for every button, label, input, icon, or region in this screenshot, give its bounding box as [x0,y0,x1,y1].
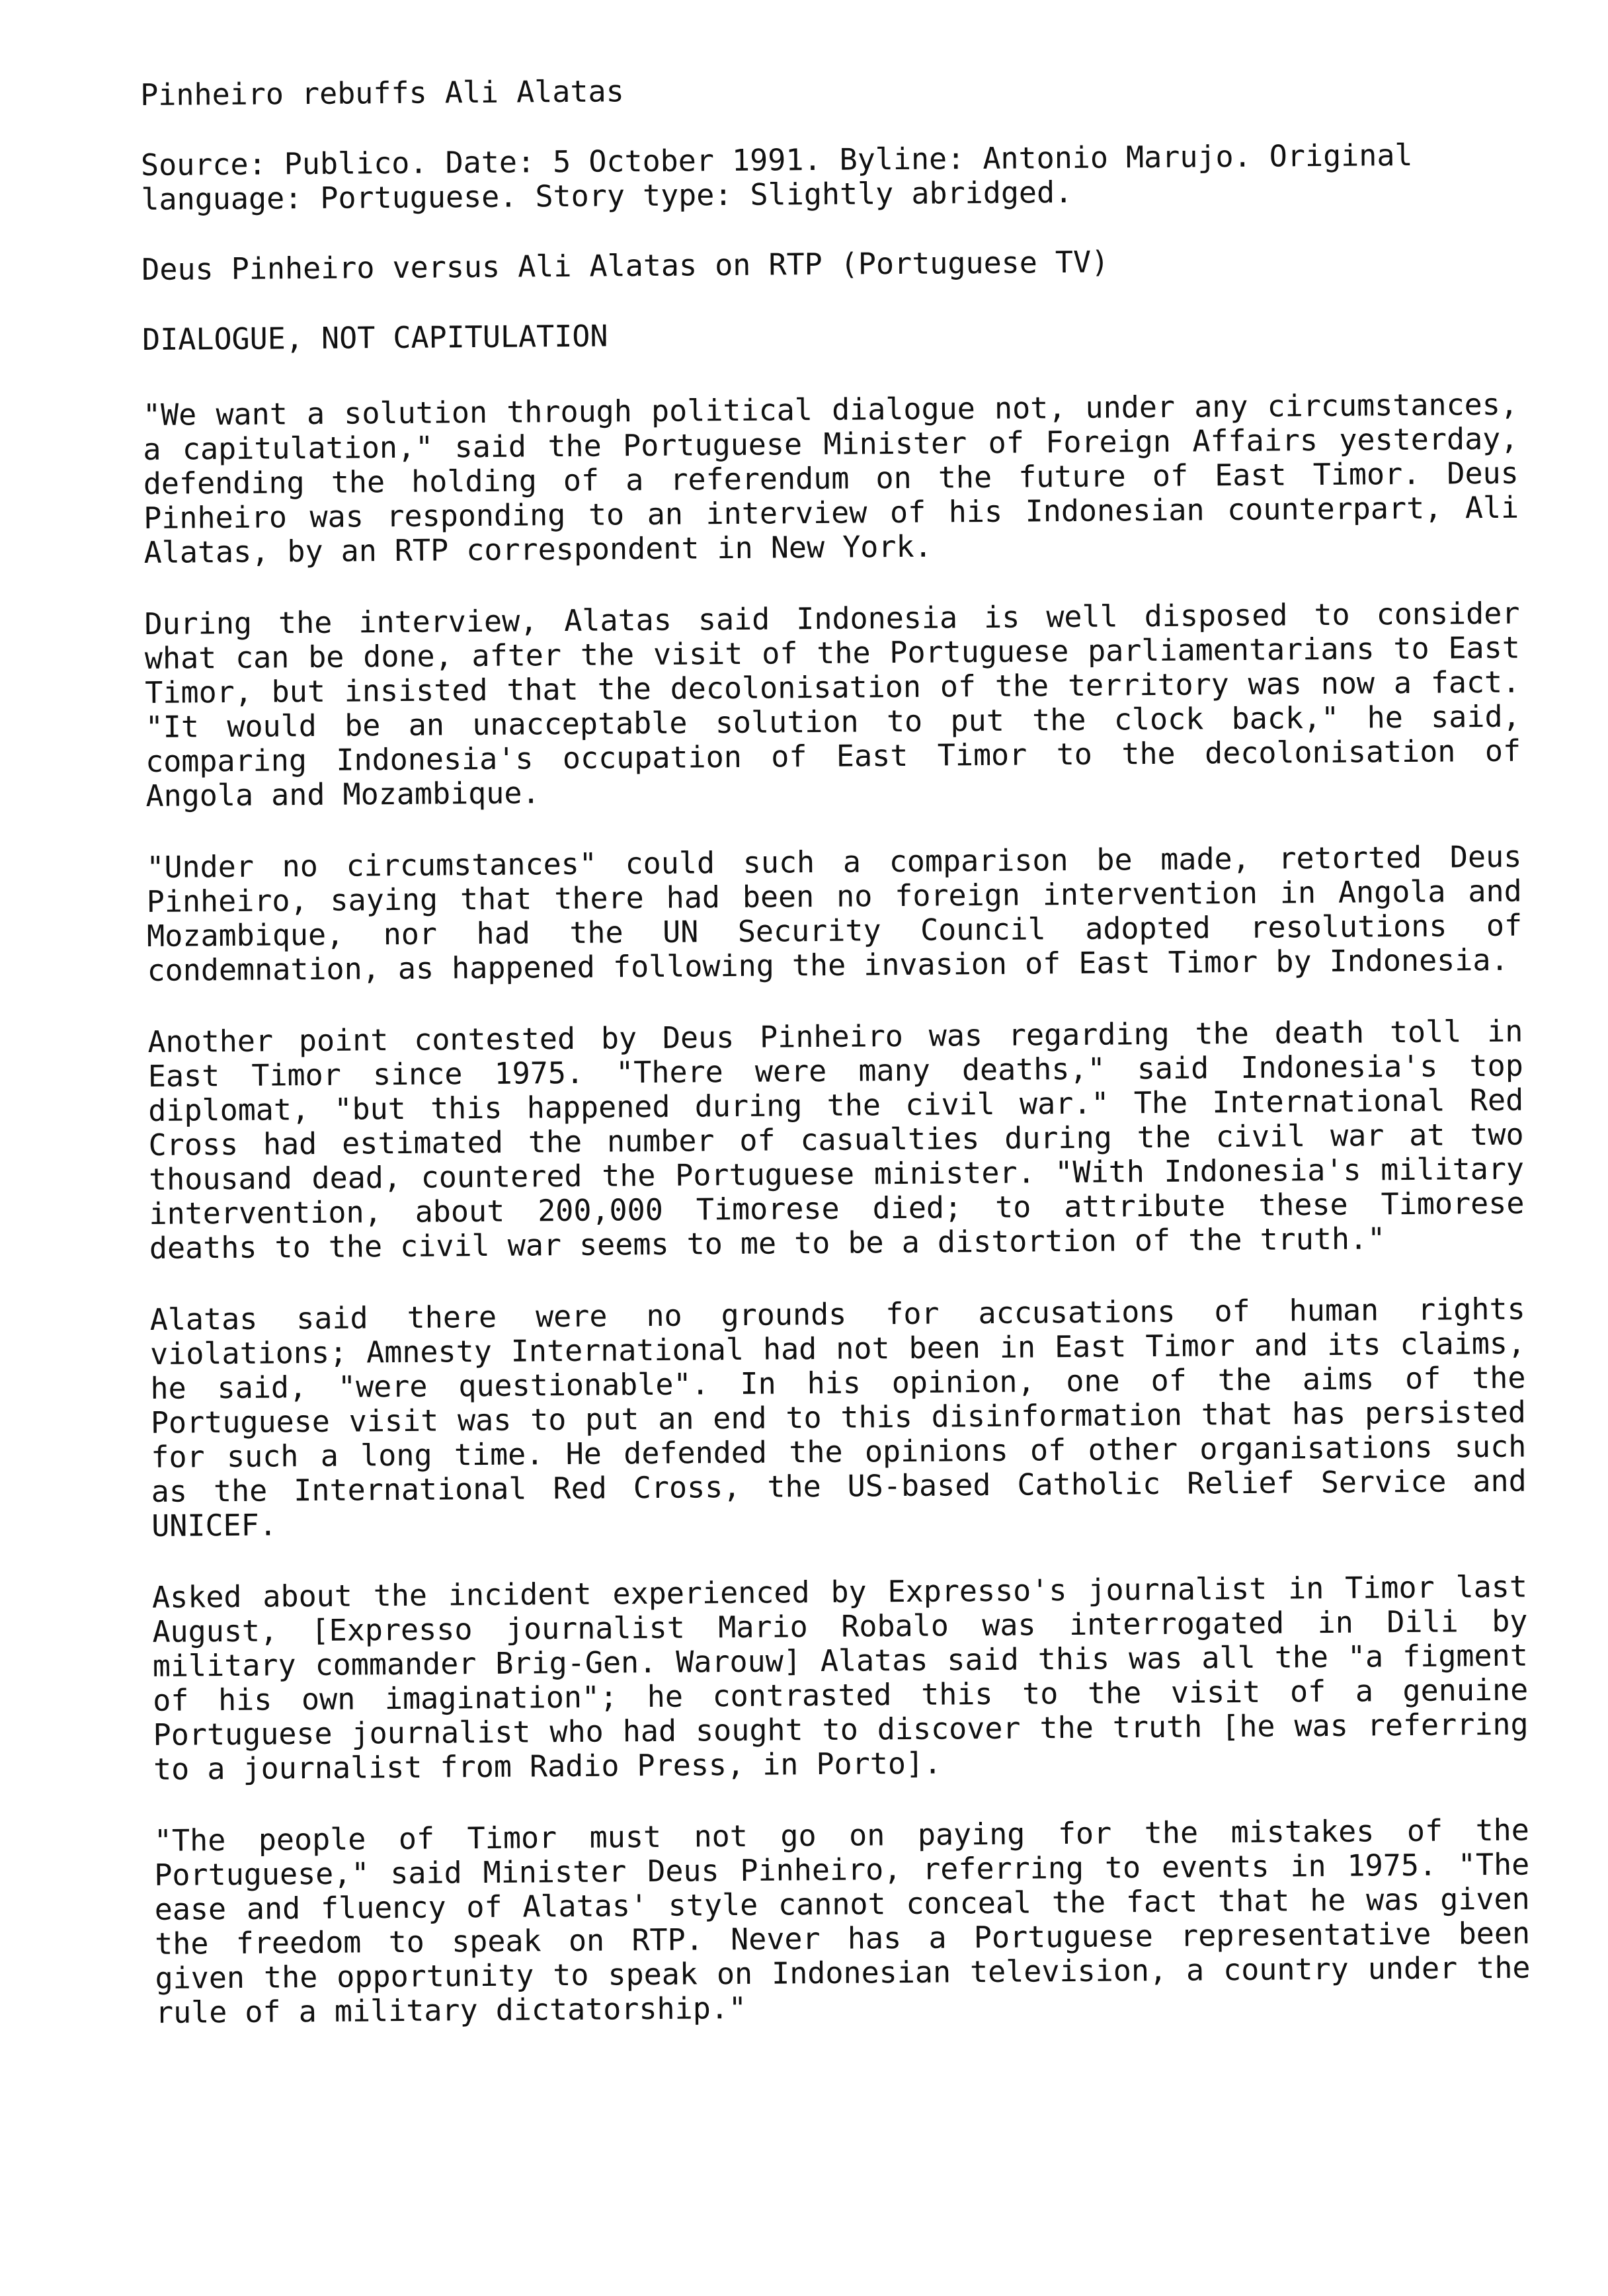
headline: Pinheiro rebuffs Ali Alatas [140,73,624,112]
paragraph-2: During the interview, Alatas said Indonesia is well disposed to consider what can be done, after the visit of the Portuguese parliamentarians to East Timor, but insisted that the decolonisation of the territory was now a fact. "It would be an unacceptable solution to put the clock back," he said, comparing Indonesia's occupation of East Timor to the decolonisation of Angola and Mozambique. [144,595,1521,813]
document-body [140,67,1531,2067]
source-metadata: Source: Publico. Date: 5 October 1991. Byline: Antonio Marujo. Original language: Portuguese. Story type: Slightly abridged. [140,137,1413,217]
paragraph-1: "We want a solution through political dialogue not, under any circumstances, a capitulation," said the Portuguese Minister of Foreign Affairs yesterday, defending the holding of a referendum on the future of East Timor. Deus Pinheiro was responding to an interview of his Indonesian counterpart, Ali Alatas, by an RTP correspondent in New York. [142,386,1519,570]
paragraph-4: Another point contested by Deus Pinheiro was regarding the death toll in East Timor since 1975. "There were many deaths," said Indonesia's top diplomat, "but this happened during the civil war." The International Red Cross had estimated the number of casualties during the civil war at two thousand dead, countered the Portuguese minister. "With Indonesia's military intervention, about 200,000 Timorese died; to attribute these Timorese deaths to the civil war seems to me to be a distortion of the truth." [147,1013,1525,1266]
paragraph-3: "Under no circumstances" could such a comparison be made, retorted Deus Pinheiro, saying that there had been no foreign intervention in Angola and Mozambique, nor had the UN Security Council adopted resolutions of condemnation, as happened following the invasion of East Timor by Indonesia. [146,839,1523,988]
subheading: Deus Pinheiro versus Ali Alatas on RTP (Portuguese TV) [141,244,1109,287]
paragraph-5: Alatas said there were no grounds for accusations of human rights violations; Amnesty International had not been in East Timor and its claims, he said, "were questionable". In his opinion, one of the aims of the Portuguese visit was to put an end to this disinformation that has persisted for such a long time. He defended the opinions of other organisations such as the International Red Cross, the US-based Catholic Relief Service and UNICEF. [149,1291,1527,1543]
section-title: DIALOGUE, NOT CAPITULATION [141,318,608,357]
paragraph-6: Asked about the incident experienced by Expresso's journalist in Timor last August, [Expresso journalist Mario Robalo was interrogated in Dili by military commander Brig-Gen. Warouw] Alatas said this was all the "a figment of his own imagination"; he contrasted this to the visit of a genuine Portuguese journalist who had sought to discover the truth [he was referring to a journalist from Radio Press, in Porto]. [151,1569,1529,1787]
paragraph-7: "The people of Timor must not go on paying for the mistakes of the Portuguese," said Minister Deus Pinheiro, referring to events in 1975. "The ease and fluency of Alatas' style cannot conceal the fact that he was given the freedom to speak on RTP. Never has a Portuguese representative been given the opportunity to speak on Indonesian television, a country under the rule of a military dictatorship." [153,1812,1531,2030]
